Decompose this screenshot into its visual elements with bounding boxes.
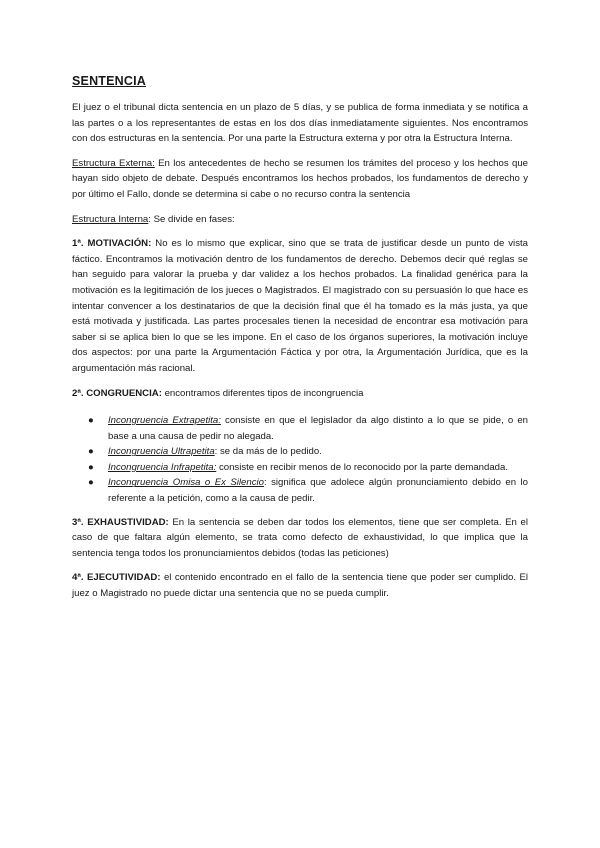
- interna-label: Estructura Interna: [72, 213, 149, 225]
- ejecutividad-text: el contenido encontrado en el fallo de la sentencia tiene que poder ser cumplido. El juez o Magistrado no puede dictar una sentencia que no se pueda cumplir.: [72, 572, 528, 600]
- item-label: Incongruencia Omisa o Ex Silencio: [108, 477, 264, 489]
- ejecutividad-paragraph: [72, 570, 528, 601]
- interna-paragraph: [72, 212, 528, 228]
- externa-paragraph: [72, 156, 528, 203]
- externa-label: Estructura Externa:: [72, 157, 155, 169]
- item-label: Incongruencia Extrapetita:: [108, 415, 221, 427]
- congruencia-text: encontramos diferentes tipos de incongruencia: [161, 387, 364, 399]
- list-item: [88, 444, 528, 460]
- exhaustividad-text: En la sentencia se deben dar todos los elementos, tiene que ser completa. En el caso de que faltara algún elemento, se trata como defecto de exhaustividad, lo que implica que la sentencia tenga todos los pronunciamientos debidos (todas las peticiones): [72, 516, 528, 559]
- incongruencia-list: [72, 413, 528, 507]
- item-label: Incongruencia Infrapetita:: [108, 461, 217, 473]
- bullet-icon: ●: [88, 446, 94, 458]
- item-text: : se da más de lo pedido.: [214, 446, 322, 458]
- externa-text: En los antecedentes de hecho se resumen los trámites del proceso y los hechos que hayan sido objeto de debate. Después encontramos los hechos probados, los fundamentos de derecho y por último el Fallo, donde se determina si cabe o no recurso contra la sentencia: [72, 157, 528, 200]
- bullet-icon: ●: [88, 461, 94, 473]
- motivacion-text: No es lo mismo que explicar, sino que se trata de justificar desde un punto de vista fáctico. Encontramos la motivación dentro de los fundamentos de derecho. Debemos decir qué reglas se han seguido para valorar la prueba y dar validez a los hechos probados. La finalidad genérica para la motivación es la legitimación de los jueces o Magistrados. El magistrado con su persuasión lo que hace es intentar convencer a los destinatarios de que la decisión final que él ha tomado es la más justa, ya que está motivada y justificada. Las partes procesales tienen la necesidad de encontrar esa motivación para saber si se aplica bien lo que se les impone. En el caso de los órganos superiores, la motivación incluye dos aspectos: por una parte la Argumentación Fáctica y por otra, la Argumentación Jurídica, que es la argumentación más racional.: [72, 238, 528, 374]
- interna-text: : Se divide en fases:: [148, 213, 235, 225]
- item-text: : significa que adolece algún pronunciamiento debido en lo referente a la petición, como a la causa de pedir.: [108, 477, 528, 505]
- item-label: Incongruencia Ultrapetita: [108, 446, 215, 458]
- exhaustividad-paragraph: [72, 515, 528, 562]
- document-title: SENTENCIA: [72, 74, 147, 88]
- congruencia-paragraph: [72, 386, 528, 402]
- bullet-icon: ●: [88, 415, 94, 427]
- list-item: [88, 460, 528, 476]
- ejecutividad-label: 4ª. EJECUTIVIDAD:: [72, 572, 161, 584]
- motivacion-label: 1ª. MOTIVACIÓN:: [72, 238, 152, 250]
- bullet-icon: ●: [88, 477, 94, 489]
- exhaustividad-label: 3ª. EXHAUSTIVIDAD:: [72, 516, 169, 528]
- motivacion-paragraph: [72, 236, 528, 376]
- item-text: consiste en que el legislador da algo distinto a lo que se pide, o en base a una causa de pedir no alegada.: [108, 415, 528, 442]
- congruencia-label: 2ª. CONGRUENCIA:: [72, 387, 162, 399]
- list-item: [88, 475, 528, 506]
- list-item: [88, 413, 528, 444]
- intro-paragraph: El juez o el tribunal dicta sentencia en un plazo de 5 días, y se publica de forma inmediata y se notifica a las partes o a los representantes de estas en los dos días inmediatamente siguientes. Nos encontramos con dos estructuras en la sentencia. Por una parte la Estructura externa y por otra la Estructura Interna.: [72, 102, 528, 145]
- item-text: consiste en recibir menos de lo reconocido por la parte demandada.: [216, 461, 508, 473]
